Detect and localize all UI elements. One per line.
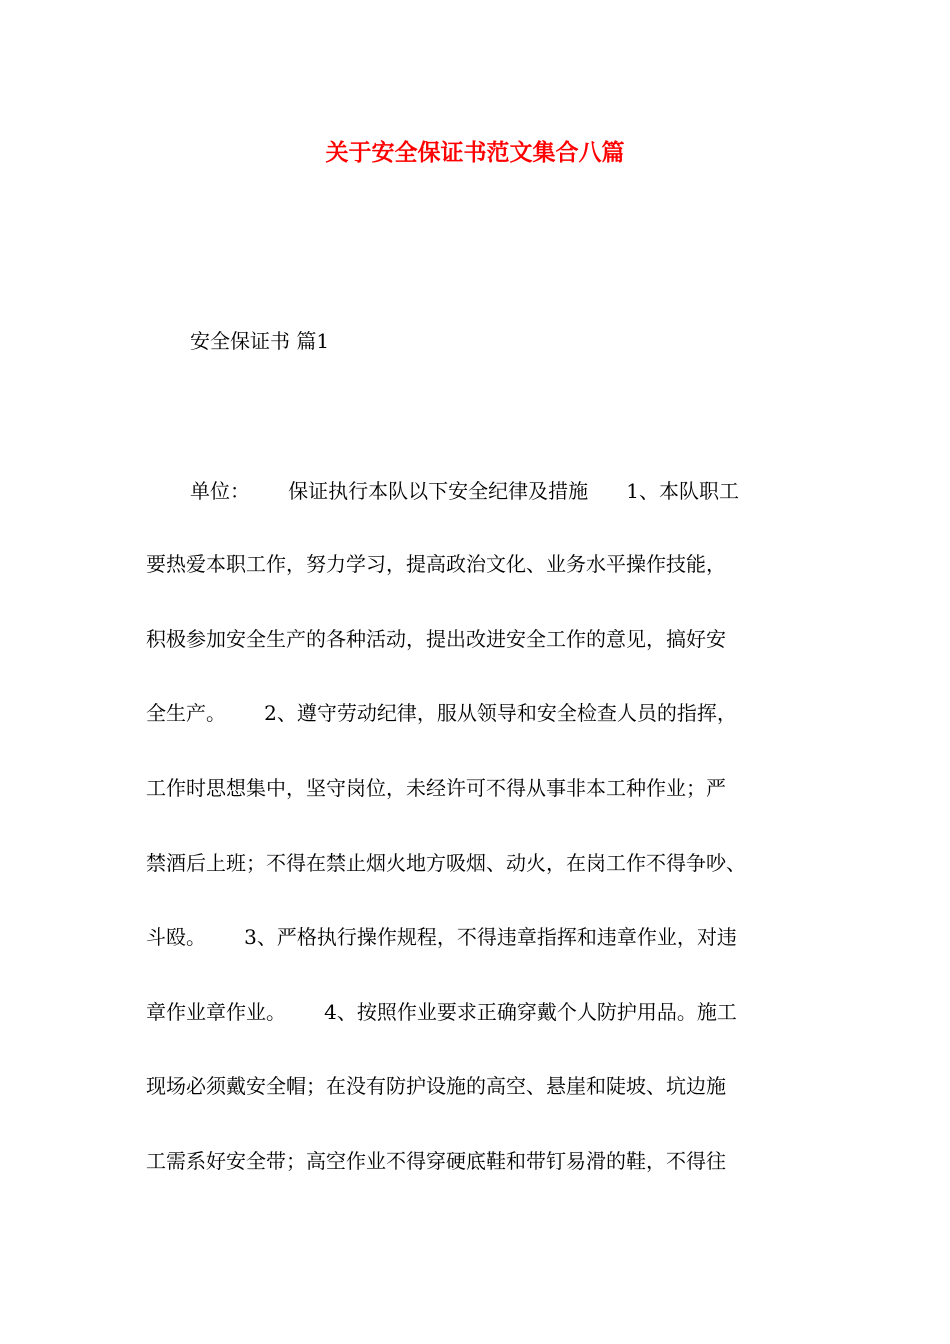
body-line: 全生产。 2、遵守劳动纪律，服从领导和安全检查人员的指挥， bbox=[146, 701, 737, 725]
body-line: 积极参加安全生产的各种活动，提出改进安全工作的意见，搞好安 bbox=[146, 627, 726, 651]
body-line: 斗殴。 3、严格执行操作规程，不得违章指挥和违章作业，对违 bbox=[146, 925, 737, 949]
section-heading: 安全保证书 篇1 bbox=[190, 329, 330, 353]
document-title: 关于安全保证书范文集合八篇 bbox=[325, 139, 625, 166]
body-line: 单位： 保证执行本队以下安全纪律及措施 1、本队职工 bbox=[190, 479, 740, 503]
body-line: 工作时思想集中，坚守岗位，未经许可不得从事非本工种作业；严 bbox=[146, 776, 726, 800]
body-line: 禁酒后上班；不得在禁止烟火地方吸烟、动火，在岗工作不得争吵、 bbox=[146, 851, 746, 875]
body-line: 要热爱本职工作，努力学习，提高政治文化、业务水平操作技能， bbox=[146, 552, 726, 576]
body-line: 章作业章作业。 4、按照作业要求正确穿戴个人防护用品。施工 bbox=[146, 1000, 737, 1024]
body-line: 现场必须戴安全帽；在没有防护设施的高空、悬崖和陡坡、坑边施 bbox=[146, 1074, 726, 1098]
body-line: 工需系好安全带；高空作业不得穿硬底鞋和带钉易滑的鞋，不得往 bbox=[146, 1149, 726, 1173]
